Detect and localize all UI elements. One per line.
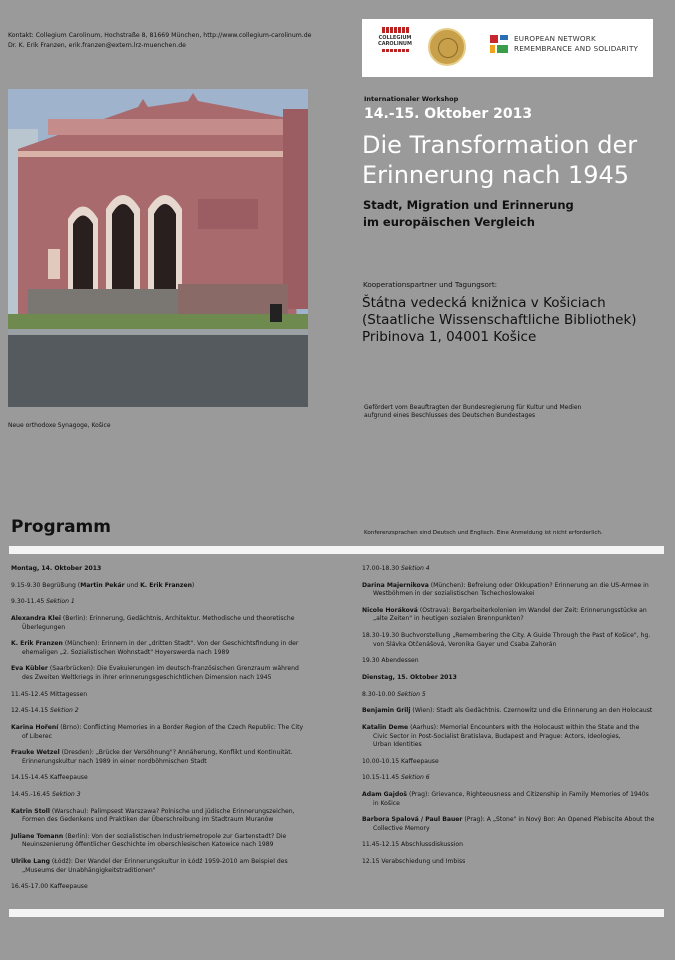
speaker-name: K. Erik Franzen xyxy=(11,640,63,648)
workshop-date: 14.-15. Oktober 2013 xyxy=(364,106,533,122)
entry-text: 10.00-10.15 Kaffeepause xyxy=(362,757,439,765)
title-line-2: Erinnerung nach 1945 xyxy=(362,161,630,189)
entry-text: und xyxy=(124,581,141,589)
talk-continuation: Civic Sector in Post-Socialist Bratislava, Budapest and Prague: Actors, Ideologies, xyxy=(373,732,621,740)
talk-first-line xyxy=(362,724,675,733)
program-entry xyxy=(11,833,331,850)
session-name: Sektion 6 xyxy=(401,774,430,782)
program-entry xyxy=(11,883,331,892)
cc-logo-line-2: CAROLINUM xyxy=(378,41,412,47)
venue-line-1: Štátna vedecká knižnica v Košiciach xyxy=(362,295,606,311)
funding-note xyxy=(364,404,581,420)
day-heading: Dienstag, 15. Oktober 2013 xyxy=(362,673,457,681)
program-entry xyxy=(362,774,675,783)
talk-first-line xyxy=(11,665,331,674)
day-heading: Montag, 14. Oktober 2013 xyxy=(11,565,102,572)
talk-continuation: ehemaligen „2. Sozialistischen Wohnstadt" Hoyerswerda nach 1989 xyxy=(22,648,230,656)
talk-continuation: Formen des Gedenkens und Praktiken der Überschreibung im Stadtraum Muranów xyxy=(22,816,274,824)
university-seal-icon xyxy=(428,28,466,66)
talk-title: (Łódź): Der Wandel der Erinnerungskultur in Łódź 1959-2010 am Beispiel des xyxy=(49,858,288,866)
program-entry xyxy=(362,632,675,649)
program-left-column xyxy=(11,565,331,900)
talk-continuation: Westböhmen in der sozialistischen Tschechoslowakei xyxy=(373,590,535,598)
entry-text: 18.30-19.30 Buchvorstellung „Remembering the City. A Guide Through the Past of Košice", hg. xyxy=(362,632,651,640)
speaker-name: Nicole Horáková xyxy=(362,606,418,614)
program-entry xyxy=(11,582,331,591)
talk-first-line xyxy=(362,707,675,716)
program-entry xyxy=(11,774,331,783)
talk-continuation: Urban Identities xyxy=(373,741,422,748)
top-divider-band xyxy=(9,546,664,554)
collegium-carolinum-logo xyxy=(376,27,414,69)
speaker-name: Alexandra Klei xyxy=(11,615,61,623)
session-time: 17.00-18.30 xyxy=(362,565,402,572)
speaker-name: Frauke Wetzel xyxy=(11,749,60,757)
program-entry xyxy=(11,665,331,682)
entry-text: 19.30 Abendessen xyxy=(362,657,419,665)
program-entry xyxy=(11,691,331,700)
program-entry xyxy=(11,749,331,766)
program-entry xyxy=(362,858,675,867)
entry-text: 16.45-17.00 Kaffeepause xyxy=(11,883,88,891)
program-entry xyxy=(362,758,675,767)
talk-title: (München): Erinnern in der „dritten Stadt". Von der Geschichtsfindung in der xyxy=(62,640,299,648)
talk-title: (Prag): A „Stone" in Nový Bor: An Opened Plebiscite About the xyxy=(462,816,655,824)
entry-text: ) xyxy=(191,581,195,589)
program-entry xyxy=(362,791,675,808)
speaker-name: Martin Pekár xyxy=(80,581,125,589)
talk-title: (Prag): Grievance, Righteousness and Citizenship in Family Memories of 1940s xyxy=(407,791,649,799)
photo-caption: Neue orthodoxe Synagoge, Košice xyxy=(8,422,111,429)
session-time: 12.45-14.15 xyxy=(11,707,51,715)
title-line-1: Die Transformation der xyxy=(362,131,638,159)
talk-title: (Ostrava): Bergarbeiterkolonien im Wandel der Zeit: Erinnerungsstücke an xyxy=(417,606,647,614)
program-entry xyxy=(11,791,331,800)
talk-first-line xyxy=(11,615,331,624)
talk-title: (Berlin): Erinnerung, Gedächtnis, Architektur. Methodische und theoretische xyxy=(60,615,295,623)
programm-heading: Programm xyxy=(11,517,111,537)
cc-logo-line-1: COLLEGIUM xyxy=(378,35,412,41)
talk-first-line xyxy=(11,640,331,649)
program-entry xyxy=(362,607,675,624)
contact-info xyxy=(8,31,312,51)
talk-first-line xyxy=(362,791,675,800)
talk-continuation: in Košice xyxy=(373,799,400,807)
program-entry xyxy=(11,808,331,825)
talk-continuation: Erinnerungskultur nach 1989 in einer nordböhmischen Stadt xyxy=(22,757,207,765)
talk-title: (Warschau): Palimpsest Warszawa? Polnische und jüdische Erinnerungszeichen, xyxy=(49,807,295,815)
program-entry xyxy=(11,724,331,741)
session-name: Sektion 2 xyxy=(50,707,79,715)
talk-title: (Brno): Conflicting Memories in a Border Region of the Czech Republic: The City xyxy=(58,724,304,731)
workshop-subtitle xyxy=(363,197,574,231)
program-entry xyxy=(362,674,675,683)
partner-logos-box xyxy=(362,19,653,77)
speaker-name: Darina Majernikova xyxy=(362,581,429,589)
session-name: Sektion 3 xyxy=(51,791,81,799)
speaker-name: Ulrike Lang xyxy=(11,858,50,866)
entry-text: 11.45-12.15 Abschlussdiskussion xyxy=(362,841,463,849)
talk-first-line xyxy=(11,833,331,842)
talk-first-line xyxy=(11,724,331,733)
speaker-name: Barbora Spalová / Paul Bauer xyxy=(362,816,463,824)
talk-first-line xyxy=(11,749,331,758)
program-entry xyxy=(11,565,331,574)
enrs-logo-text xyxy=(514,34,638,54)
program-entry xyxy=(11,598,331,607)
session-time: 10.15-11.45 xyxy=(362,774,402,782)
speaker-name: Katalin Deme xyxy=(362,724,409,731)
session-name: Sektion 4 xyxy=(401,565,430,572)
workshop-label: Internationaler Workshop xyxy=(364,95,459,103)
talk-continuation: „alte Zeiten" in heutigen sozialen Brennpunkten? xyxy=(373,615,524,623)
program-entry xyxy=(11,707,331,716)
enrs-logo-line-1: EUROPEAN NETWORK xyxy=(514,34,596,43)
talk-first-line xyxy=(362,816,675,825)
logo-dots-icon xyxy=(376,49,414,52)
contact-line-1: Kontakt: Collegium Carolinum, Hochstraße 8, 81669 München, http://www.collegium-carolinum.de xyxy=(8,32,312,39)
talk-first-line xyxy=(11,858,331,867)
enrs-logo-line-2: REMEMBRANCE AND SOLIDARITY xyxy=(514,44,639,53)
entry-text: 12.15 Verabschiedung und Imbiss xyxy=(362,858,466,866)
venue-address xyxy=(362,295,637,346)
talk-title: (Wien): Stadt als Gedächtnis. Czernowitz und die Erinnerung an den Holocaust xyxy=(410,707,653,715)
program-entry xyxy=(11,858,331,875)
talk-continuation: „Museums der Unabhängigkeitstraditionen" xyxy=(22,866,156,874)
speaker-name: Katrin Stoll xyxy=(11,807,50,815)
program-entry xyxy=(362,565,675,574)
session-time: 8.30-10.00 xyxy=(362,690,398,698)
talk-first-line xyxy=(362,582,675,591)
program-entry xyxy=(362,816,675,833)
program-entry xyxy=(362,841,675,850)
talk-title: (Saarbrücken): Die Evakuierungen im deutsch-französischen Grenzraum während xyxy=(47,665,299,673)
talk-continuation: Neuinszenierung öffentlicher Geschichte im oberschlesischen Katowice nach 1989 xyxy=(22,841,274,849)
program-entry xyxy=(362,724,675,750)
logo-bars-icon xyxy=(376,27,414,33)
speaker-name: K. Erik Franzen xyxy=(140,581,192,589)
speaker-name: Karina Hoření xyxy=(11,724,59,731)
subtitle-line-2: im europäischen Vergleich xyxy=(363,215,535,229)
entry-text: 14.15-14.45 Kaffeepause xyxy=(11,774,88,782)
speaker-name: Juliane Tomann xyxy=(11,832,64,840)
talk-title: (München): Befreiung oder Okkupation? Erinnerung an die US-Armee in xyxy=(428,581,649,589)
entry-text: 9.15-9.30 Begrüßung ( xyxy=(11,581,81,589)
entry-text: 11.45-12.45 Mittagessen xyxy=(11,690,88,698)
talk-continuation: of Liberec xyxy=(22,732,52,740)
entry-continuation: von Slávka Otčenášová, Veronika Gayer und Csaba Zahorán xyxy=(373,640,557,648)
synagogue-illustration xyxy=(8,89,308,407)
speaker-name: Adam Gajdoš xyxy=(362,791,408,799)
talk-continuation: des Zweiten Weltkriegs in ihrer erinnerungsgeschichtlichen Dimension nach 1945 xyxy=(22,673,272,681)
program-entry xyxy=(362,691,675,700)
contact-line-2: Dr. K. Erik Franzen, erik.franzen@extern.lrz-muenchen.de xyxy=(8,42,186,49)
program-entry xyxy=(362,657,675,666)
talk-title: (Berlin): Von der sozialistischen Industriemetropole zur Gartenstadt? Die xyxy=(63,832,287,840)
program-entry xyxy=(11,615,331,632)
bottom-divider-band xyxy=(9,909,664,917)
subtitle-line-1: Stadt, Migration und Erinnerung xyxy=(363,198,574,212)
program-entry xyxy=(11,640,331,657)
talk-title: (Aarhus): Memorial Encounters with the Holocaust within the State and the xyxy=(408,724,640,731)
speaker-name: Eva Kübler xyxy=(11,665,48,673)
session-name: Sektion 5 xyxy=(397,690,426,698)
language-note: Konferenzsprachen sind Deutsch und Englisch. Eine Anmeldung ist nicht erforderlich. xyxy=(364,530,603,536)
speaker-name: Benjamin Grilj xyxy=(362,707,411,715)
talk-first-line xyxy=(11,808,331,817)
session-name: Sektion 1 xyxy=(46,598,75,606)
program-entry xyxy=(362,582,675,599)
venue-line-2: (Staatliche Wissenschaftliche Bibliothek) xyxy=(362,312,637,328)
funding-line-2: aufgrund eines Beschlusses des Deutschen Bundestages xyxy=(364,412,536,419)
session-time: 14.45.-16.45 xyxy=(11,791,52,799)
synagogue-photo xyxy=(8,89,308,407)
talk-continuation: Überlegungen xyxy=(22,623,66,631)
session-time: 9.30-11.45 xyxy=(11,598,47,606)
program-right-column xyxy=(362,565,675,875)
venue-label: Kooperationspartner und Tagungsort: xyxy=(363,280,498,289)
venue-line-3: Pribinova 1, 04001 Košice xyxy=(362,329,537,345)
talk-continuation: Collective Memory xyxy=(373,824,430,832)
funding-line-1: Gefördert vom Beauftragten der Bundesregierung für Kultur und Medien xyxy=(364,404,582,411)
enrs-logo-icon xyxy=(490,35,510,53)
workshop-title xyxy=(362,130,672,190)
talk-title: (Dresden): „Brücke der Versöhnung"? Annäherung, Konflikt und Kontinuität. xyxy=(59,749,293,757)
talk-first-line xyxy=(362,607,675,616)
program-entry xyxy=(362,707,675,716)
